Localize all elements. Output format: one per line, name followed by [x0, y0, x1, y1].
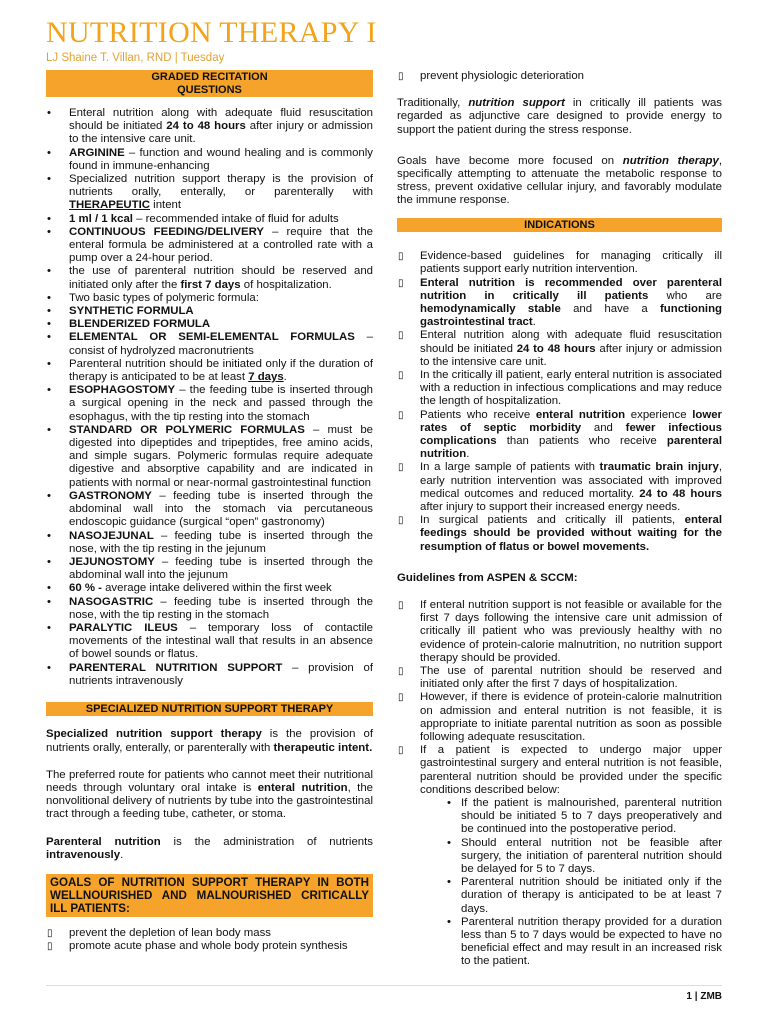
- page-title: NUTRITION THERAPY I: [46, 16, 377, 49]
- box-bullet-icon: ▯: [398, 369, 404, 381]
- indications-banner: INDICATIONS: [397, 218, 722, 233]
- item-text: , early nutrition intervention was associated with improved medical outcomes and reduced mortality.: [420, 461, 722, 500]
- item-bold-text: lower rates of septic morbidity: [420, 408, 722, 434]
- list-item: [46, 490, 373, 530]
- p1-text-2: in critically ill patients was regarded as adjunctive care designed to provide energy to support the patient during the stress response.: [397, 97, 722, 136]
- snst-p1-bold-2: therapeutic intent.: [273, 741, 373, 754]
- box-bullet-icon: ▯: [398, 745, 404, 757]
- p2-emphasis: nutrition therapy: [622, 154, 719, 167]
- box-bullet-icon: ▯: [398, 277, 404, 289]
- list-item: [397, 514, 722, 554]
- item-bold-text: STANDARD OR POLYMERIC FORMULAS: [69, 423, 305, 436]
- goals-list: [46, 927, 373, 953]
- item-text: Patients who receive: [420, 408, 536, 421]
- item-bold-text: CONTINUOUS FEEDING/DELIVERY: [69, 225, 264, 238]
- guidelines-heading: [397, 572, 722, 585]
- list-item: [46, 927, 373, 940]
- item-bold-text: PARALYTIC ILEUS: [69, 621, 178, 634]
- right-column: [397, 70, 722, 969]
- item-text: – consist of hydrolyzed macronutrients: [69, 331, 373, 357]
- list-item: [46, 107, 373, 147]
- sub-guidelines-list: [397, 797, 722, 969]
- item-bold-text: ELEMENTAL OR SEMI-ELEMENTAL FORMULAS: [69, 331, 355, 344]
- item-text: Specialized nutrition support therapy is the provision of nutrients orally, enterally, or parenterally with: [69, 173, 373, 199]
- item-text: – feeding tube is inserted through the nose, with the tip resting in the jejunum: [69, 529, 373, 555]
- item-bold-text: 24 to 48 hours: [639, 487, 723, 500]
- sub-guideline-item: • If the patient is malnourished, parenteral nutrition should be initiated 5 to 7 days preoperatively and be continued into the postoperative period.: [447, 797, 722, 837]
- guideline-text: If a patient is expected to undergo major upper gastrointestinal surgery and enteral nutrition is not feasible, parenteral nutrition should be provided under the specific conditions described below:: [420, 744, 722, 796]
- goal-text: promote acute phase and whole body protein synthesis: [69, 940, 348, 953]
- item-text: .: [532, 316, 536, 329]
- snst-p2-text: The preferred route for patients who cannot meet their nutritional needs through voluntary oral intake is: [46, 768, 373, 795]
- list-item: [397, 277, 722, 330]
- list-item: [46, 292, 373, 305]
- item-bold-text: NASOGASTRIC: [69, 595, 154, 608]
- item-text: – must be digested into dipeptides and tripeptides, free amino acids, and simple sugars. Polymeric formulas require adequate digestive and absorptive capability and are indicated in patients with normal or near-normal gastrointestinal function: [69, 423, 374, 489]
- box-bullet-icon: ▯: [398, 462, 404, 474]
- snst-p2-text-2: , the nonvolitional delivery of nutrients by tube into the gastrointestinal tract through a feeding tube, catheter, or stoma.: [46, 782, 373, 821]
- item-bold-text: 60 % -: [69, 582, 102, 595]
- box-bullet-icon: ▯: [398, 71, 404, 82]
- p2-text: Goals have become more focused on: [397, 154, 623, 167]
- item-bold-text: 24 to 48 hours: [166, 120, 246, 133]
- item-bold-text: ARGININE: [69, 146, 125, 159]
- item-text: .: [283, 371, 287, 384]
- list-item: [397, 461, 722, 514]
- item-bold-text: GASTRONOMY: [69, 489, 152, 502]
- list-item: [46, 556, 373, 582]
- snst-p1-text: is the provision of nutrients orally, enterally, or parenterally with: [46, 728, 373, 754]
- snst-paragraph-1: [46, 728, 373, 754]
- item-bold-text: parenteral nutrition: [420, 434, 722, 461]
- box-bullet-icon: ▯: [398, 600, 404, 611]
- snst-p3-bold: Parenteral nutrition: [46, 835, 161, 848]
- item-text: – feeding tube is inserted through the nose, with the tip resting in the stomach: [69, 595, 373, 621]
- box-bullet-icon: ▯: [398, 666, 404, 678]
- list-item: [46, 662, 373, 688]
- goal-text: prevent the depletion of lean body mass: [69, 927, 272, 940]
- guideline-text: The use of parental nutrition should be reserved and initiated only after the first 7 days of hospitalization.: [420, 665, 722, 691]
- snst-p1-bold: Specialized nutrition support therapy: [46, 728, 262, 741]
- goals-banner: GOALS OF NUTRITION SUPPORT THERAPY IN BOTH WELLNOURISHED AND MALNOURISHED CRITICALLY ILL PATIENTS:: [46, 874, 373, 917]
- box-bullet-icon: ▯: [47, 941, 53, 953]
- traditional-paragraph: [397, 97, 722, 137]
- p1-emphasis: nutrition support: [468, 97, 565, 110]
- snst-p3-bold-2: intravenously: [46, 848, 121, 861]
- item-text: Enteral nutrition along with adequate fluid resuscitation should be initiated: [69, 107, 373, 133]
- item-text: – function and wound healing and is commonly found in immune-enhancing: [69, 146, 373, 172]
- underline: [248, 371, 283, 383]
- snst-paragraph-3: [46, 836, 373, 862]
- item-text: and: [581, 421, 626, 434]
- page-subtitle: LJ Shaine T. Villan, RND | Tuesday: [46, 52, 225, 64]
- box-bullet-icon: ▯: [398, 409, 404, 421]
- list-item: [397, 665, 722, 691]
- list-item: [397, 744, 722, 797]
- item-text: In the critically ill patient, early enteral nutrition is associated with a reduction in infectious complications and may reduce the length of hospitalization.: [420, 368, 722, 408]
- item-text: – feeding tube is inserted through the abdominal wall into the stomach via percutaneous endoscopic guidance (surgical “open” gastronomy): [69, 489, 373, 529]
- list-item: [46, 622, 373, 662]
- list-item: [46, 265, 373, 291]
- goals-list-continued: [397, 70, 722, 83]
- item-bold-text: enteral nutrition: [535, 408, 626, 421]
- item-text: – the feeding tube is inserted through a surgical opening in the neck and passed through the esophagus, with the tip resting into the stomach: [69, 384, 373, 423]
- recitation-banner-line-1: GRADED RECITATION: [151, 71, 268, 83]
- sub-guideline-item: • Should enteral nutrition not be feasible after surgery, the initiation of parenteral nutrition should be delayed for 5 to 7 days.: [447, 837, 722, 877]
- item-text: .: [466, 448, 470, 461]
- item-bold-text: NASOJEJUNAL: [69, 529, 154, 542]
- item-text: of hospitalization.: [240, 278, 332, 291]
- list-item: [46, 173, 373, 213]
- list-item: [397, 329, 722, 369]
- p1-text: Traditionally,: [397, 97, 469, 110]
- item-text: and have a: [560, 302, 660, 315]
- list-item: [46, 582, 373, 595]
- item-text: – temporary loss of contactile movements of the intestinal wall that results in an absence of bowel sounds or flatus.: [69, 621, 373, 661]
- item-text: – provision of nutrients intravenously: [69, 661, 373, 687]
- recitation-list: [46, 107, 373, 688]
- list-item: [46, 213, 373, 226]
- p2-text-2: , specifically attempting to attenuate the metabolic response to stress, prevent oxidative cellular injury, and favorably modulate the immune response.: [397, 154, 722, 207]
- item-bold-text: enteral feedings should be provided without waiting for the resumption of flatus or bowel movements.: [420, 514, 722, 553]
- list-item: [46, 147, 373, 173]
- item-bold-text: 7 days: [248, 371, 284, 384]
- item-text: Evidence-based guidelines for managing critically ill patients support early nutrition intervention.: [420, 250, 722, 276]
- list-item: [397, 369, 722, 409]
- snst-p2-bold: enteral nutrition: [257, 782, 348, 795]
- item-text: the use of parenteral nutrition should be reserved and initiated only after the: [69, 265, 373, 291]
- item-bold-text: SYNTHETIC FORMULA: [69, 305, 194, 318]
- snst-p3-text-2: .: [120, 848, 124, 861]
- item-text: after injury to support their increased energy needs.: [420, 500, 681, 513]
- item-bold-text: first 7 days: [180, 278, 241, 291]
- item-bold-text: ESOPHAGOSTOMY: [69, 384, 176, 397]
- item-text: – require that the enteral formula be administered at a controlled rate with a pump over a 24-hour period.: [69, 225, 373, 265]
- item-bold-text: traumatic brain injury: [599, 461, 719, 474]
- list-item: [46, 424, 373, 490]
- list-item: [46, 318, 373, 331]
- list-item: [46, 226, 373, 266]
- recitation-banner: [46, 70, 373, 97]
- footer-divider: [46, 985, 722, 986]
- item-text: In a large sample of patients with: [420, 461, 600, 474]
- guideline-text: However, if there is evidence of protein-calorie malnutrition on admission and enteral nutrition is not feasible, it is appropriate to initiate parental nutrition as soon as possible following adequate resuscitation.: [420, 691, 722, 744]
- item-bold-text: THERAPEUTIC: [69, 199, 151, 212]
- item-bold-text: 1 ml / 1 kcal: [69, 212, 133, 225]
- snst-banner: SPECIALIZED NUTRITION SUPPORT THERAPY: [46, 702, 373, 717]
- item-text: who are: [648, 289, 722, 302]
- snst-paragraph-2: [46, 769, 373, 822]
- item-bold-text: 24 to 48 hours: [516, 342, 596, 355]
- goal-text: prevent physiologic deterioration: [420, 70, 584, 82]
- list-item: [397, 250, 722, 276]
- item-text: after injury or admission to the intensive care unit.: [420, 342, 722, 368]
- list-item: [46, 530, 373, 556]
- item-text: In surgical patients and critically ill patients,: [420, 514, 685, 527]
- page-footer: 1 | ZMB: [686, 991, 722, 1002]
- left-column: [46, 70, 373, 953]
- item-bold-text: JEJUNOSTOMY: [69, 555, 155, 568]
- item-bold-text: PARENTERAL NUTRITION SUPPORT: [69, 661, 283, 674]
- list-item: [397, 409, 722, 462]
- list-item: [397, 70, 722, 83]
- item-text: average intake delivered within the first week: [101, 582, 332, 595]
- box-bullet-icon: ▯: [398, 330, 404, 342]
- item-text: than patients who receive: [496, 434, 667, 447]
- snst-p3-text: is the administration of nutrients: [160, 835, 373, 848]
- item-text: after injury or admission to the intensive care unit.: [69, 120, 373, 146]
- list-item: [397, 691, 722, 744]
- item-bold-text: hemodynamically stable: [420, 302, 561, 315]
- item-text: Two basic types of polymeric formula:: [69, 291, 259, 304]
- item-text: Enteral nutrition along with adequate fluid resuscitation should be initiated: [420, 329, 722, 355]
- guidelines-heading-text: Guidelines from ASPEN & SCCM:: [397, 571, 578, 584]
- item-bold-text: functioning gastrointestinal tract: [420, 302, 722, 329]
- guideline-text: If enteral nutrition support is not feasible or available for the first 7 days following the intensive care unit admission of critically ill patient who was previously healthy with no evidence of protein-calorie malnutrition, no nutrition support therapy should be provided.: [420, 599, 722, 664]
- list-item: [46, 305, 373, 318]
- list-item: [46, 358, 373, 384]
- list-item: [46, 331, 373, 357]
- sub-guideline-item: • Parenteral nutrition should be initiated only if the duration of therapy is anticipated to be at least 7 days.: [447, 876, 722, 916]
- list-item: [46, 384, 373, 424]
- recitation-banner-line-2: QUESTIONS: [177, 83, 242, 96]
- item-text: intent: [150, 199, 182, 212]
- item-bold-text: fewer infectious complications: [420, 421, 722, 447]
- item-text: – feeding tube is inserted through the abdominal wall into the jejunum: [69, 555, 373, 582]
- item-text: Parenteral nutrition should be initiated only if the duration of therapy is anticipated to be at least: [69, 357, 373, 384]
- sub-guideline-item: • Parenteral nutrition therapy provided for a duration less than 5 to 7 days would be expected to have no beneficial effect and may result in an increased risk to the patient.: [447, 916, 722, 969]
- guidelines-list: [397, 599, 722, 797]
- box-bullet-icon: ▯: [47, 928, 53, 940]
- list-item: [46, 940, 373, 953]
- box-bullet-icon: ▯: [398, 515, 404, 527]
- item-text: experience: [625, 408, 693, 421]
- box-bullet-icon: ▯: [398, 692, 404, 704]
- list-item: [397, 599, 722, 665]
- item-bold-text: Enteral nutrition is recommended over parenteral nutrition in critically ill patients: [420, 276, 722, 302]
- item-text: – recommended intake of fluid for adults: [132, 212, 339, 225]
- goals-focus-paragraph: [397, 155, 722, 208]
- indications-list: [397, 250, 722, 554]
- list-item: [46, 596, 373, 622]
- item-bold-text: BLENDERIZED FORMULA: [69, 318, 211, 331]
- underline: [69, 199, 150, 211]
- box-bullet-icon: ▯: [398, 251, 404, 263]
